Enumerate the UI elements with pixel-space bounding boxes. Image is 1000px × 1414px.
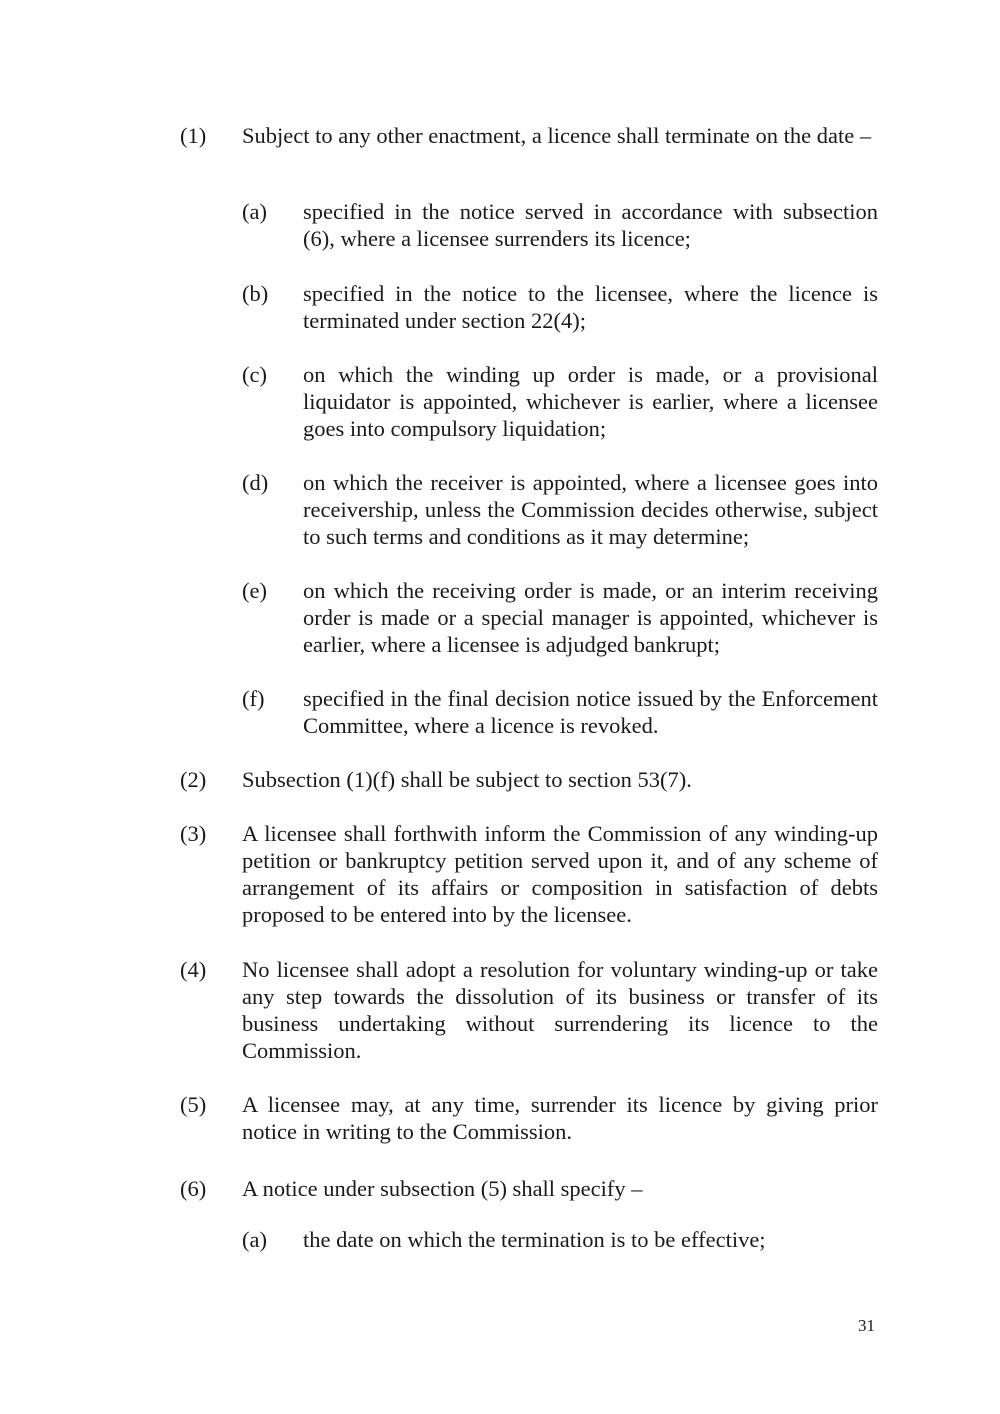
- item-label: (b): [242, 281, 269, 306]
- page-number: 31: [858, 1316, 875, 1335]
- item-text: on which the receiver is appointed, where a licensee goes into receivership, unless the Commission decides otherwise, subject to such terms and conditions as it may determine;: [303, 470, 878, 549]
- paragraph-number: (4): [180, 957, 207, 982]
- item-text: specified in the notice served in accordance with subsection (6), where a licensee surrenders its licence;: [303, 199, 878, 251]
- item-text: specified in the notice to the licensee, where the licence is terminated under section 22(4);: [303, 281, 878, 333]
- item-text: specified in the final decision notice issued by the Enforcement Committee, where a licence is revoked.: [303, 686, 878, 738]
- item-label: (e): [242, 578, 267, 603]
- item-text: the date on which the termination is to be effective;: [303, 1227, 766, 1252]
- paragraph-text: No licensee shall adopt a resolution for voluntary winding-up or take any step towards the dissolution of its business or transfer of its business undertaking without surrendering its licence to the Commission.: [242, 957, 878, 1063]
- paragraph-number: (1): [180, 123, 207, 148]
- paragraph-number: (2): [180, 767, 207, 792]
- paragraph-text: Subsection (1)(f) shall be subject to section 53(7).: [242, 767, 692, 792]
- paragraph-text: A licensee may, at any time, surrender its licence by giving prior notice in writing to the Commission.: [242, 1092, 878, 1144]
- paragraph-number: (5): [180, 1092, 207, 1117]
- item-text: on which the winding up order is made, or a provisional liquidator is appointed, whichever is earlier, where a licensee goes into compulsory liquidation;: [303, 362, 878, 441]
- paragraph-text: A licensee shall forthwith inform the Commission of any winding-up petition or bankruptcy petition served upon it, and of any scheme of arrangement of its affairs or composition in satisfaction of debts proposed to be entered into by the licensee.: [242, 821, 878, 927]
- paragraph-number: (6): [180, 1176, 207, 1201]
- item-label: (c): [242, 362, 267, 387]
- item-label: (d): [242, 470, 269, 495]
- paragraph-number: (3): [180, 821, 207, 846]
- item-label: (a): [242, 1227, 267, 1252]
- item-label: (a): [242, 199, 267, 224]
- paragraph-text: A notice under subsection (5) shall specify –: [242, 1176, 643, 1201]
- item-label: (f): [242, 686, 265, 711]
- paragraph-text: Subject to any other enactment, a licence shall terminate on the date –: [242, 123, 872, 148]
- item-text: on which the receiving order is made, or an interim receiving order is made or a special manager is appointed, whichever is earlier, where a licensee is adjudged bankrupt;: [303, 578, 878, 657]
